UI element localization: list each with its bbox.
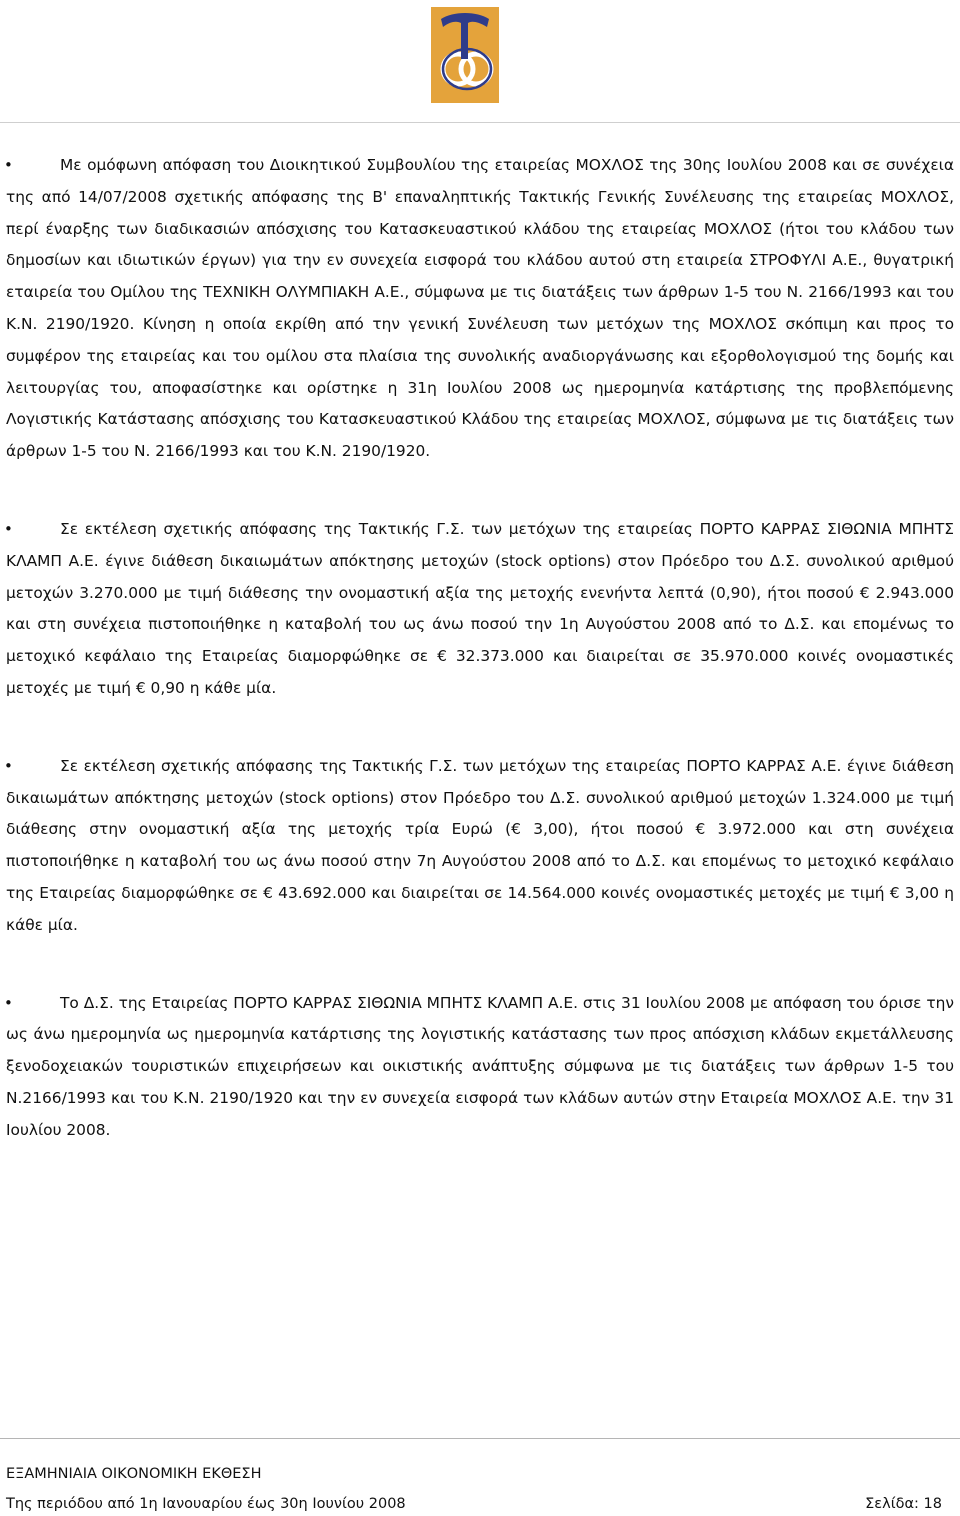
paragraph-text: Σε εκτέλεση σχετικής απόφασης της Τακτικής Γ.Σ. των μετόχων της εταιρείας ΠΟΡΤΟ ΚΑΡΡΑΣ Α.Ε. έγινε διάθεση δικαιωμάτων απόκτησης μετοχών (stock options) στον Πρόεδρο του Δ.Σ. συνολικού αριθμού μετοχών 1.324.000 με τιμή διάθεσης στην ονομαστική αξία της μετοχής τρία Ευρώ (€ 3,00), ήτοι ποσού € 3.972.000 και στη συνέχεια πιστοποιήθηκε η καταβολή του ως άνω ποσού στην 7η Αυγούστου 2008 από το Δ.Σ. και επομένως το μετοχικό κεφάλαιο της Εταιρείας διαμορφώθηκε σε € 43.692.000 και διαιρείται σε 14.564.000 κοινές ονομαστικές μετοχές με τιμή € 3,00 η κάθε μία. — [6, 756, 954, 934]
bullet-paragraph-1 — [6, 150, 954, 468]
footer-report-title: ΕΞΑΜΗΝΙΑΙΑ ΟΙΚΟΝΟΜΙΚΗ ΕΚΘΕΣΗ — [6, 1466, 262, 1482]
bullet-icon: • — [4, 993, 13, 1012]
bullet-paragraph-3 — [6, 751, 954, 942]
paragraph-text: Το Δ.Σ. της Εταιρείας ΠΟΡΤΟ ΚΑΡΡΑΣ ΣΙΘΩΝΙΑ ΜΠΗΤΣ ΚΛΑΜΠ Α.Ε. στις 31 Ιουλίου 2008 με απόφαση του όρισε την ως άνω ημερομηνία ως ημερομηνία κατάρτισης της λογιστικής κατάστασης των προς απόσχιση κλάδων εκμετάλλευσης ξενοδοχειακών τουριστικών επιχειρήσεων και οικιστικής ανάπτυξης σύμφωνα με τις διατάξεις των άρθρων 1-5 του Ν.2166/1993 και του Κ.Ν. 2190/1920 και την εν συνεχεία εισφορά των κλάδων αυτών στην Εταιρεία ΜΟΧΛΟΣ Α.Ε. την 31 Ιουλίου 2008. — [6, 993, 954, 1139]
company-logo-icon — [431, 7, 499, 103]
bullet-icon: • — [4, 156, 13, 174]
header-divider — [0, 122, 960, 123]
footer-period: Της περιόδου από 1η Ιανουαρίου έως 30η Ιουνίου 2008 — [6, 1496, 406, 1512]
bullet-icon: • — [4, 756, 13, 775]
bullet-icon: • — [4, 519, 13, 538]
document-body — [6, 150, 954, 1147]
paragraph-text: Με ομόφωνη απόφαση του Διοικητικού Συμβουλίου της εταιρείας ΜΟΧΛΟΣ της 30ης Ιουλίου 2008 και σε συνέχεια της από 14/07/2008 σχετικής απόφασης της Β' επαναληπτικής Τακτικής Γενικής Συνέλευσης της εταιρείας ΜΟΧΛΟΣ, περί έναρξης των διαδικασιών απόσχισης του Κατασκευαστικού κλάδου της εταιρείας ΜΟΧΛΟΣ (ήτοι του κλάδου των δημοσίων και ιδιωτικών έργων) για την εν συνεχεία εισφορά του κλάδου αυτού στη εταιρεία ΣΤΡΟΦΥΛΙ Α.Ε., θυγατρική εταιρεία του Ομίλου της ΤΕΧΝΙΚΗ ΟΛΥΜΠΙΑΚΗ Α.Ε., σύμφωνα με τις διατάξεις των άρθρων 1-5 του Ν. 2166/1993 και του Κ.Ν. 2190/1920. Κίνηση η οποία εκρίθη από την γενική Συνέλευση των μετόχων της ΜΟΧΛΟΣ σκόπιμη και προς το συμφέρον της εταιρείας και του ομίλου στα πλαίσια της συνολικής αναδιοργάνωσης και εξορθολογισμού της δομής και λειτουργίας του, αποφασίστηκε και ορίστηκε η 31η Ιουλίου 2008 ως ημερομηνία κατάρτισης της προβλεπόμενης Λογιστικής Κατάστασης απόσχισης του Κατασκευαστικού Κλάδου της εταιρείας ΜΟΧΛΟΣ, σύμφωνα με τις διατάξεις των άρθρων 1-5 του Ν. 2166/1993 και του Κ.Ν. 2190/1920. — [6, 156, 954, 461]
company-logo — [431, 7, 499, 103]
page-number: Σελίδα: 18 — [865, 1496, 942, 1512]
footer-divider — [0, 1438, 960, 1439]
bullet-paragraph-4 — [6, 988, 954, 1147]
paragraph-text: Σε εκτέλεση σχετικής απόφασης της Τακτικής Γ.Σ. των μετόχων της εταιρείας ΠΟΡΤΟ ΚΑΡΡΑΣ ΣΙΘΩΝΙΑ ΜΠΗΤΣ ΚΛΑΜΠ Α.Ε. έγινε διάθεση δικαιωμάτων απόκτησης μετοχών (stock options) στον Πρόεδρο του Δ.Σ. συνολικού αριθμού μετοχών 3.270.000 με τιμή διάθεσης την ονομαστική αξία της μετοχής ενενήντα λεπτά (0,90), ήτοι ποσού € 2.943.000 και στη συνέχεια πιστοποιήθηκε η καταβολή του ως άνω ποσού την 1η Αυγούστου 2008 από το Δ.Σ. και επομένως το μετοχικό κεφάλαιο της Εταιρείας διαμορφώθηκε σε € 32.373.000 και διαιρείται σε 35.970.000 κοινές ονομαστικές μετοχές με τιμή € 0,90 η κάθε μία. — [6, 519, 954, 697]
bullet-paragraph-2 — [6, 514, 954, 705]
